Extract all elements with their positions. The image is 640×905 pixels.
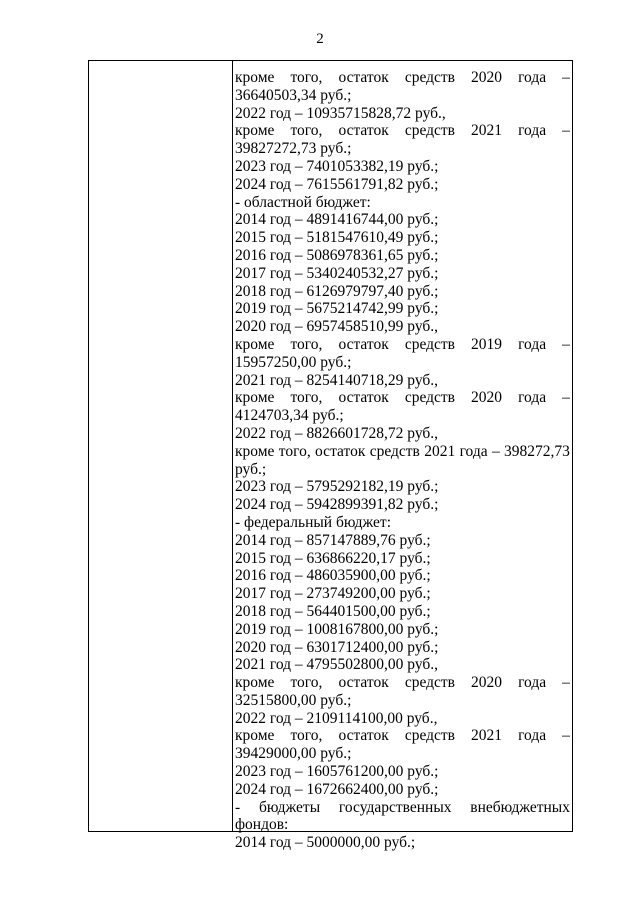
text-word: 2020 <box>471 674 503 692</box>
text-line <box>235 389 570 407</box>
text-line: 2022 год – 8826601728,72 руб., <box>235 424 439 442</box>
text-word: – <box>562 674 570 692</box>
text-line: 2019 год – 5675214742,99 руб.; <box>235 300 439 318</box>
text-word: 2020 <box>471 69 503 86</box>
text-line: 2016 год – 5086978361,65 руб.; <box>235 246 439 264</box>
text-line <box>235 799 570 817</box>
text-word: года <box>518 674 547 692</box>
text-word: – <box>562 727 570 745</box>
text-word: - <box>235 798 241 816</box>
text-word: остаток <box>338 122 389 140</box>
text-line: 2024 год – 5942899391,82 руб.; <box>235 496 439 514</box>
text-word: остаток <box>338 674 389 692</box>
text-line: 36640503,34 руб.; <box>235 86 352 104</box>
text-line: 2024 год – 1672662400,00 руб.; <box>235 780 439 798</box>
text-line: 2023 год – 1605761200,00 руб.; <box>235 763 439 781</box>
text-line: 2021 год – 4795502800,00 руб., <box>235 656 439 674</box>
text-word: средств <box>404 389 455 407</box>
text-word: средств <box>404 335 455 353</box>
text-line: 15957250,00 руб.; <box>235 353 352 371</box>
text-word: года <box>518 727 547 745</box>
text-word: остаток <box>338 727 389 745</box>
funding-text-cell <box>235 69 570 852</box>
text-line: 2018 год – 6126979797,40 руб.; <box>235 282 439 300</box>
text-word: года <box>518 335 547 353</box>
text-word: бюджеты <box>258 798 321 816</box>
text-line: фондов: <box>235 816 289 834</box>
text-word: средств <box>404 727 455 745</box>
text-word: кроме <box>235 122 275 140</box>
text-word: 2021 <box>471 727 503 745</box>
text-word: – <box>562 69 570 86</box>
text-line: 2024 год – 7615561791,82 руб.; <box>235 175 439 193</box>
text-line: 2021 год – 8254140718,29 руб., <box>235 371 439 389</box>
text-line: 2020 год – 6301712400,00 руб.; <box>235 638 439 656</box>
text-word: того, <box>290 389 323 407</box>
text-word: – <box>562 122 570 140</box>
text-word: остаток <box>338 335 389 353</box>
text-line: 2014 год – 4891416744,00 руб.; <box>235 211 439 229</box>
text-line: 2016 год – 486035900,00 руб.; <box>235 567 431 585</box>
text-word: года <box>459 442 488 460</box>
text-line: 32515800,00 руб.; <box>235 691 352 709</box>
text-line <box>235 674 570 692</box>
text-word: – <box>491 442 500 460</box>
text-word: 398272,73 <box>504 442 570 460</box>
text-word: кроме <box>235 69 275 86</box>
text-word: 2019 <box>471 335 503 353</box>
text-word: того, <box>290 674 323 692</box>
text-word: года <box>518 389 547 407</box>
text-word: 2021 <box>471 122 503 140</box>
text-word: того, <box>290 69 323 86</box>
text-line: 2014 год – 5000000,00 руб.; <box>235 834 416 852</box>
text-word: 2020 <box>471 389 503 407</box>
text-line <box>235 336 570 354</box>
text-word: того, <box>278 442 311 460</box>
text-word: средств <box>369 442 420 460</box>
text-word: того, <box>290 727 323 745</box>
text-word: средств <box>404 122 455 140</box>
text-line: 2020 год – 6957458510,99 руб., <box>235 318 439 336</box>
text-line: 39429000,00 руб.; <box>235 745 352 763</box>
text-line: руб.; <box>235 460 267 478</box>
table-left-column <box>89 61 233 831</box>
text-line <box>235 69 570 87</box>
text-line: 2014 год – 857147889,76 руб.; <box>235 531 431 549</box>
text-word: 2021 <box>424 442 456 460</box>
text-word: – <box>562 335 570 353</box>
text-line: 2015 год – 636866220,17 руб.; <box>235 549 431 567</box>
text-word: того, <box>290 335 323 353</box>
text-word: остаток <box>338 69 389 86</box>
text-word: кроме <box>235 674 275 692</box>
text-line <box>235 122 570 140</box>
text-word: государственных <box>338 798 452 816</box>
text-word: кроме <box>235 389 275 407</box>
text-line: 2019 год – 1008167800,00 руб.; <box>235 620 439 638</box>
text-line: 2022 год – 10935715828,72 руб., <box>235 104 446 122</box>
text-word: остаток <box>338 389 389 407</box>
text-line: 2017 год – 273749200,00 руб.; <box>235 585 431 603</box>
text-line: 2018 год – 564401500,00 руб.; <box>235 602 431 620</box>
financing-table <box>88 60 573 852</box>
text-word: средств <box>404 674 455 692</box>
text-word: года <box>518 69 547 86</box>
text-line: 2022 год – 2109114100,00 руб., <box>235 709 438 727</box>
text-word: внебюджетных <box>470 798 570 816</box>
text-line: 2017 год – 5340240532,27 руб.; <box>235 264 439 282</box>
text-word: кроме <box>235 442 275 460</box>
text-line: 4124703,34 руб.; <box>235 407 344 425</box>
text-line: 2015 год – 5181547610,49 руб.; <box>235 229 439 247</box>
text-word: года <box>518 122 547 140</box>
text-line: 2023 год – 7401053382,19 руб.; <box>235 157 439 175</box>
text-line: 2023 год – 5795292182,19 руб.; <box>235 478 439 496</box>
text-word: средств <box>404 69 455 86</box>
text-line: - федеральный бюджет: <box>235 513 391 531</box>
page-number: 2 <box>316 31 324 47</box>
text-word: кроме <box>235 335 275 353</box>
text-word: того, <box>290 122 323 140</box>
text-line: - областной бюджет: <box>235 193 371 211</box>
text-word: остаток <box>315 442 366 460</box>
text-word: – <box>562 389 570 407</box>
text-line <box>235 443 570 461</box>
text-line: 39827272,73 руб.; <box>235 140 352 158</box>
text-line <box>235 727 570 745</box>
text-word: кроме <box>235 727 275 745</box>
